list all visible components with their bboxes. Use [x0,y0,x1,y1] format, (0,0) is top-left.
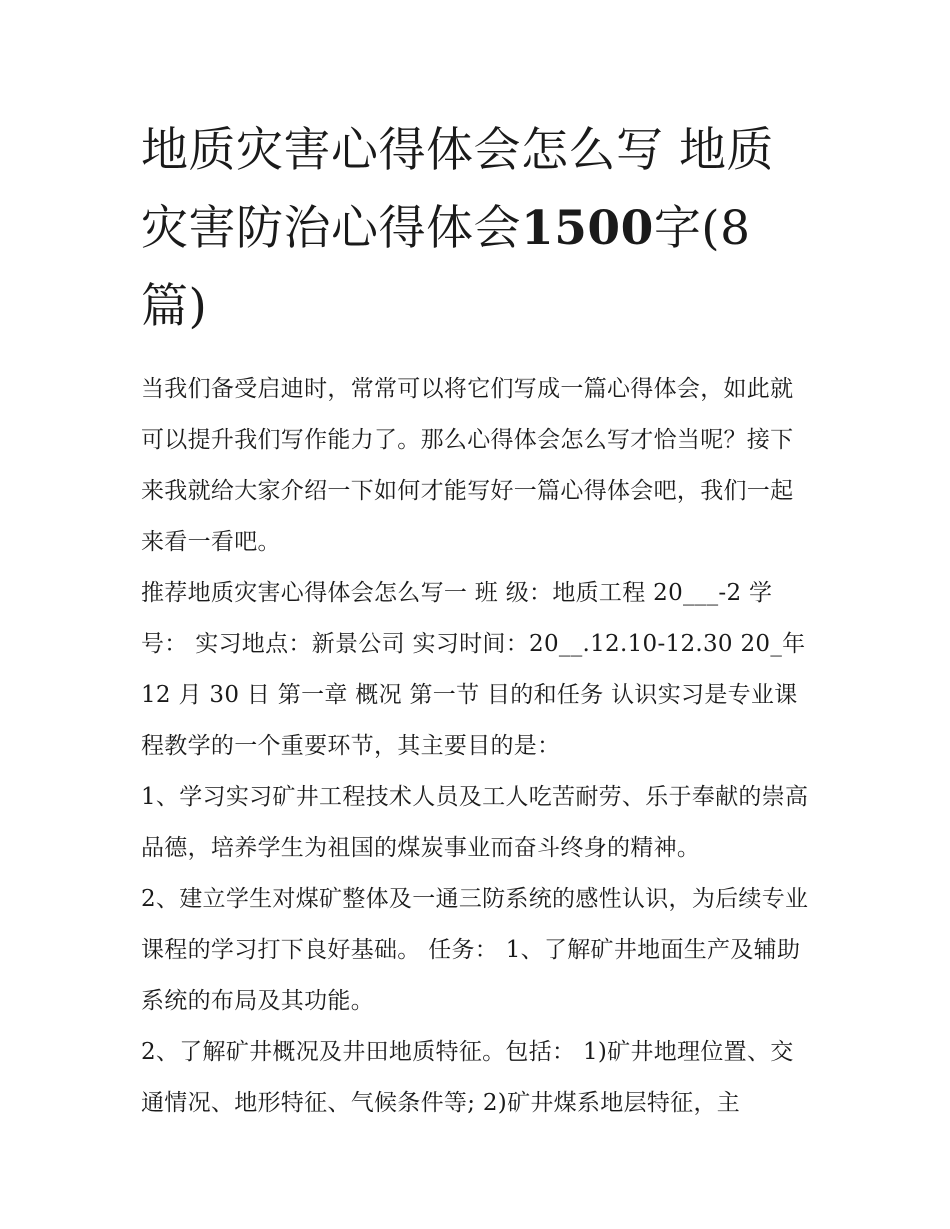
paragraph-intro: 当我们备受启迪时，常常可以将它们写成一篇心得体会，如此就可以提升我们写作能力了。那么心得体会怎么写才恰当呢？接下来我就给大家介绍一下如何才能写好一篇心得体会吧，我们一起来看一看吧。 [141,376,794,555]
document-page [141,112,813,1129]
paragraph-item-2b: 2、了解矿井概况及井田地质特征。包括： 1)矿井地理位置、交通情况、地形特征、气候条件等; 2)矿井煤系地层特征，主 [141,1039,794,1116]
title-text-part1: 地质灾害心得体会怎么写 地质灾害防治心得体会 [141,123,774,256]
title-text-part3: 字(8 [653,201,751,256]
paragraph-recommend: 推荐地质灾害心得体会怎么写一 班 级：地质工程 20___-2 学号： 实习地点：新景公司 实习时间：20__.12.10-12.30 20_年 12 月 30 日 第一章 概况 第一节 目的和任务 认识实习是专业课程教学的一个重要环节，其主要目的是： [141,580,806,759]
document-title [141,112,813,346]
title-text-part2: 1500 [521,201,654,256]
title-text-part4: 篇) [141,279,208,334]
paragraph-item-2: 2、建立学生对煤矿整体及一通三防系统的感性认识，为后续专业课程的学习打下良好基础。 任务： 1、了解矿井地面生产及辅助系统的布局及其功能。 [141,886,809,1014]
paragraph-item-1: 1、学习实习矿井工程技术人员及工人吃苦耐劳、乐于奉献的崇高品德，培养学生为祖国的煤炭事业而奋斗终身的精神。 [141,784,809,861]
